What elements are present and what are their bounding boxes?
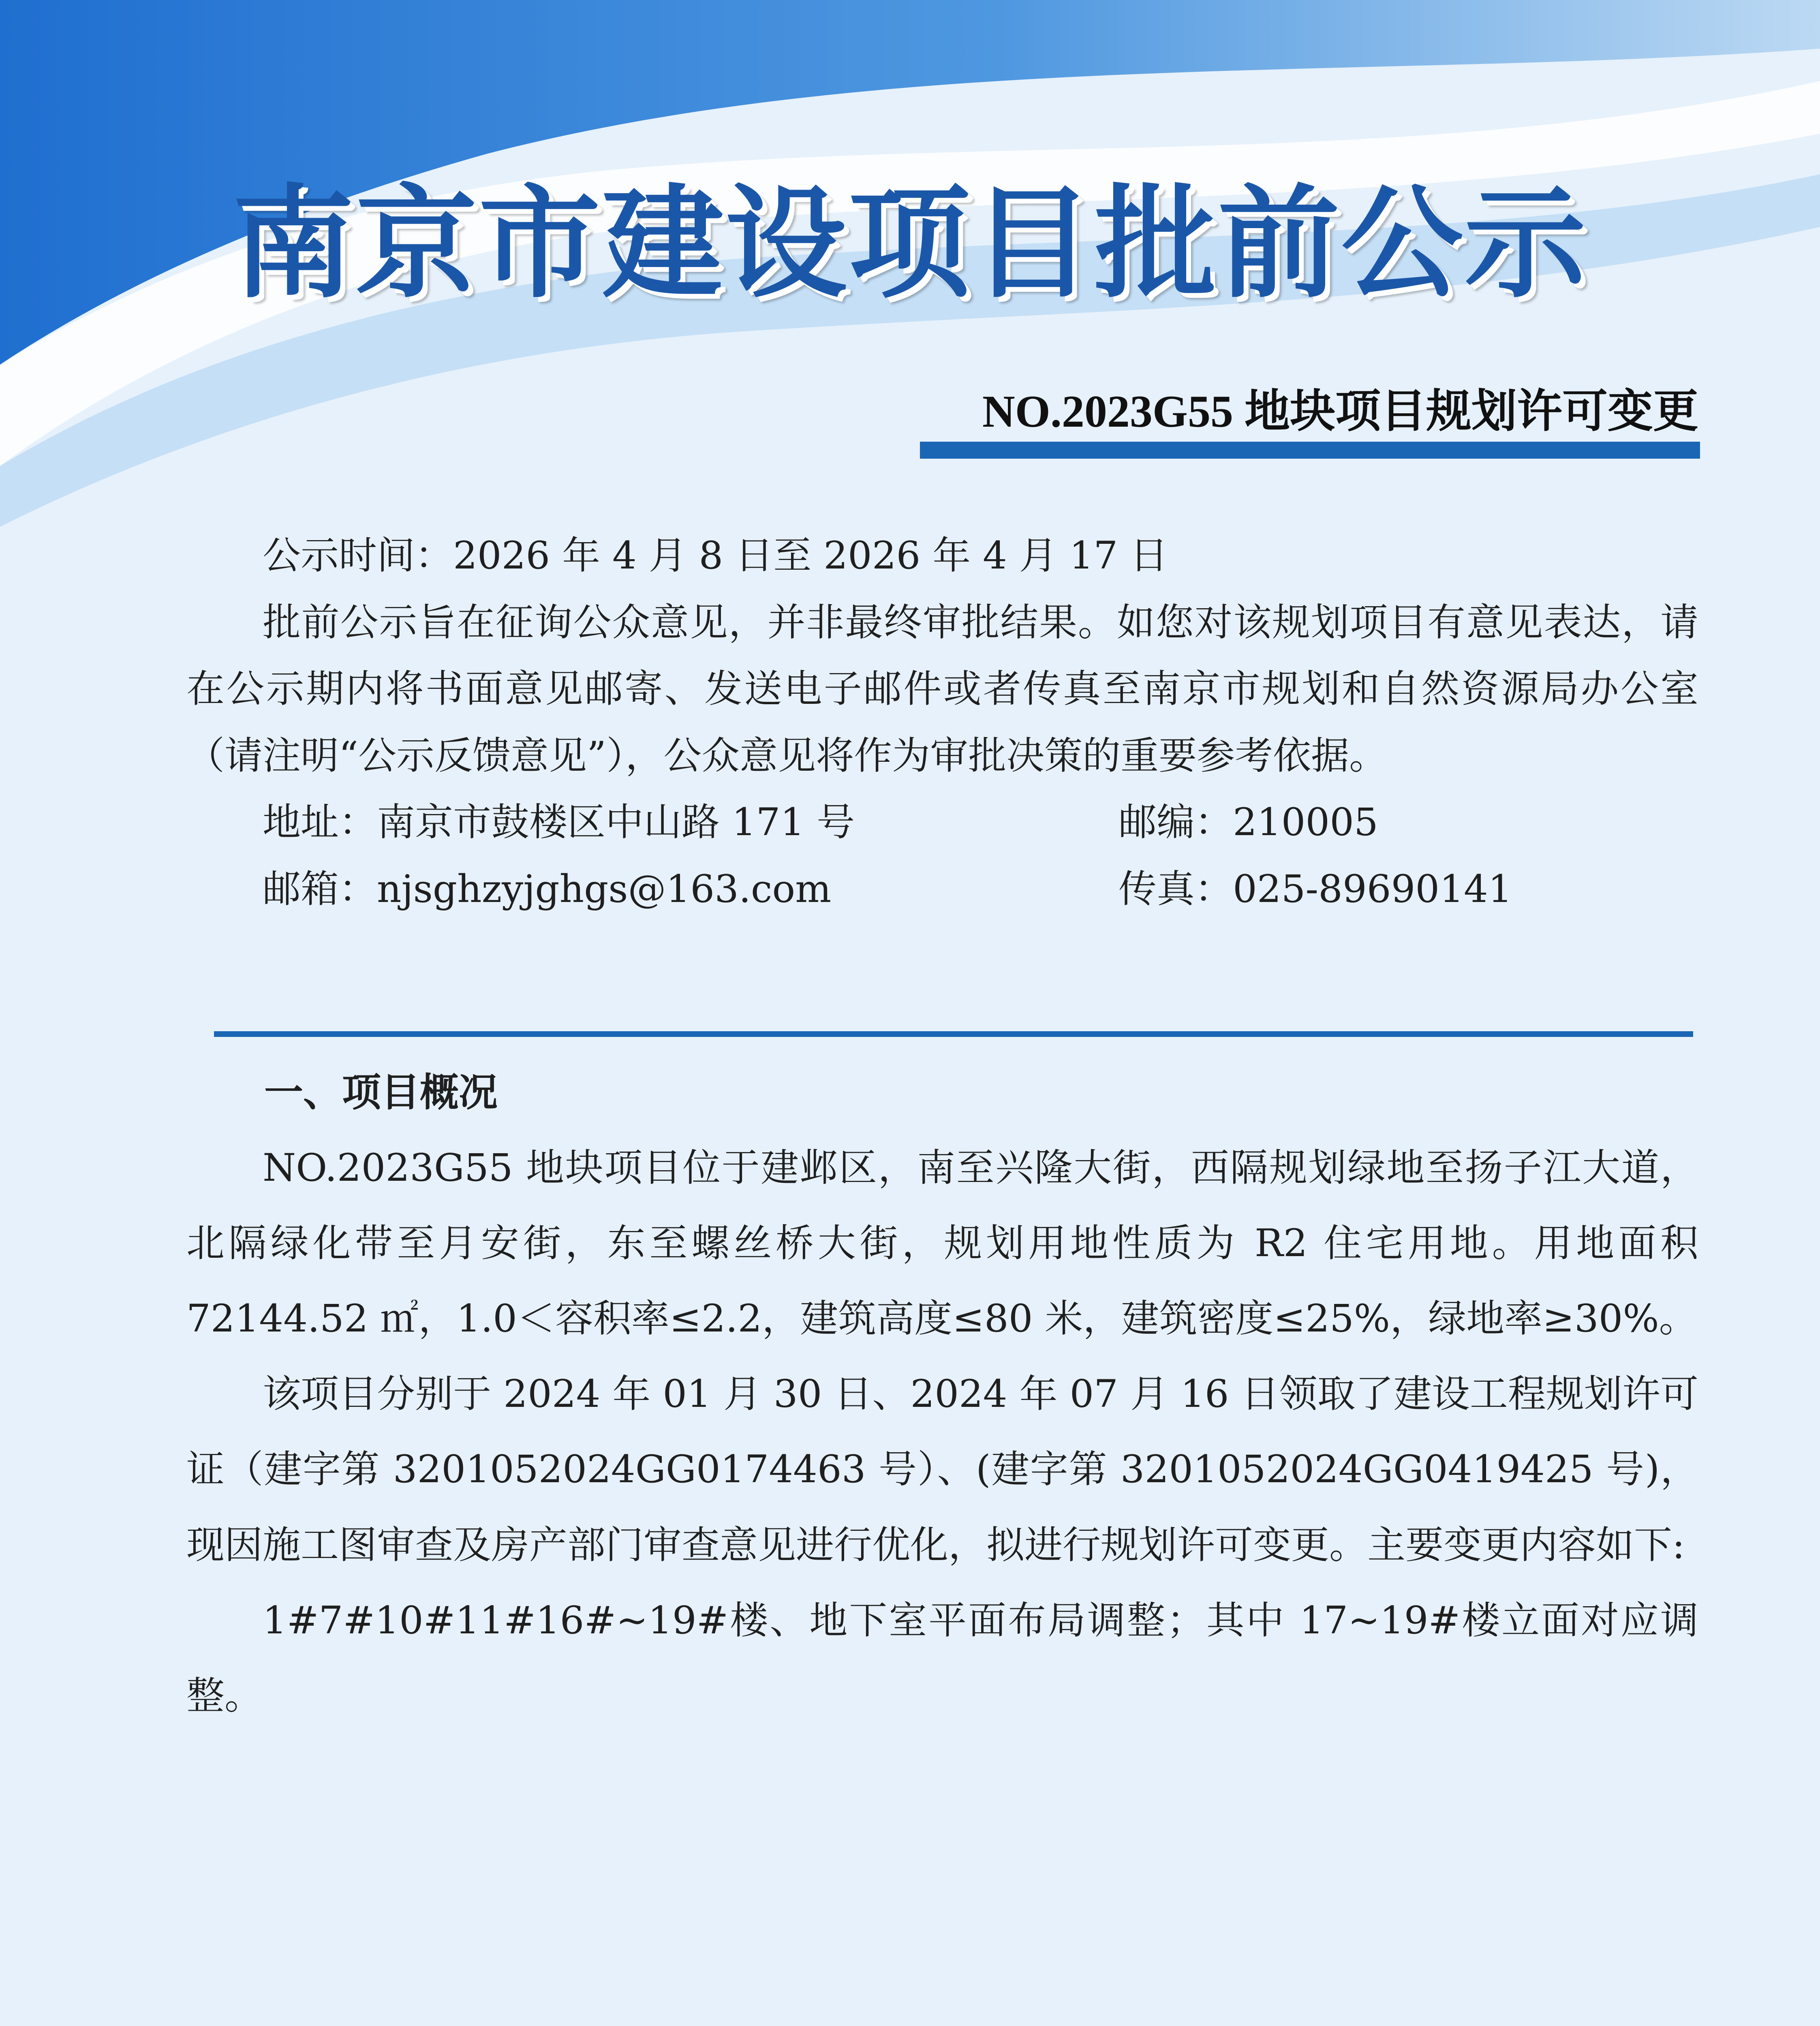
contact-email[interactable]: 邮箱：njsghzyjghgs@163.com	[263, 867, 832, 911]
overview-paragraph-3: 1#7#10#11#16#~19#楼、地下室平面布局调整；其中 17~19#楼立面对应调整。	[186, 1598, 1698, 1718]
overview-paragraph-1: NO.2023G55 地块项目位于建邺区，南至兴隆大街，西隔规划绿地至扬子江大道，北隔绿化带至月安街，东至螺丝桥大街，规划用地性质为 R2 住宅用地。用地面积 72144.52 ㎡，1.0＜容积率≤2.2，建筑高度≤80 米，建筑密度≤25%，绿地率≥30%。	[186, 1146, 1698, 1341]
contact-row-2	[186, 856, 1698, 923]
section-divider	[214, 1031, 1693, 1037]
notice-subtitle: NO.2023G55 地块项目规划许可变更	[982, 387, 1698, 437]
section-heading: 一、项目概况	[264, 1070, 498, 1115]
subtitle-underline	[920, 442, 1700, 459]
notice-period: 公示时间：2026 年 4 月 8 日至 2026 年 4 月 17 日	[263, 534, 1168, 578]
contact-postcode: 邮编：210005	[1119, 800, 1378, 844]
notice-block	[186, 523, 1698, 923]
notice-purpose: 批前公示旨在征询公众意见，并非最终审批结果。如您对该规划项目有意见表达，请在公示期内将书面意见邮寄、发送电子邮件或者传真至南京市规划和自然资源局办公室（请注明“公示反馈意见”），公众意见将作为审批决策的重要参考依据。	[186, 600, 1698, 778]
overview-paragraph-2: 该项目分别于 2024 年 01 月 30 日、2024 年 07 月 16 日领取了建设工程规划许可证（建字第 3201052024GG0174463 号）、(建字第 3201052024GG0419425 号)，现因施工图审查及房产部门审查意见进行优化，拟进行规划许可变更。主要变更内容如下:	[186, 1372, 1698, 1567]
contact-address: 地址：南京市鼓楼区中山路 171 号	[263, 800, 855, 844]
project-overview	[186, 1131, 1698, 1734]
contact-fax: 传真：025-89690141	[1119, 867, 1512, 911]
contact-row-1	[186, 789, 1698, 856]
page-title: 南京市建设项目批前公示	[232, 171, 1588, 314]
